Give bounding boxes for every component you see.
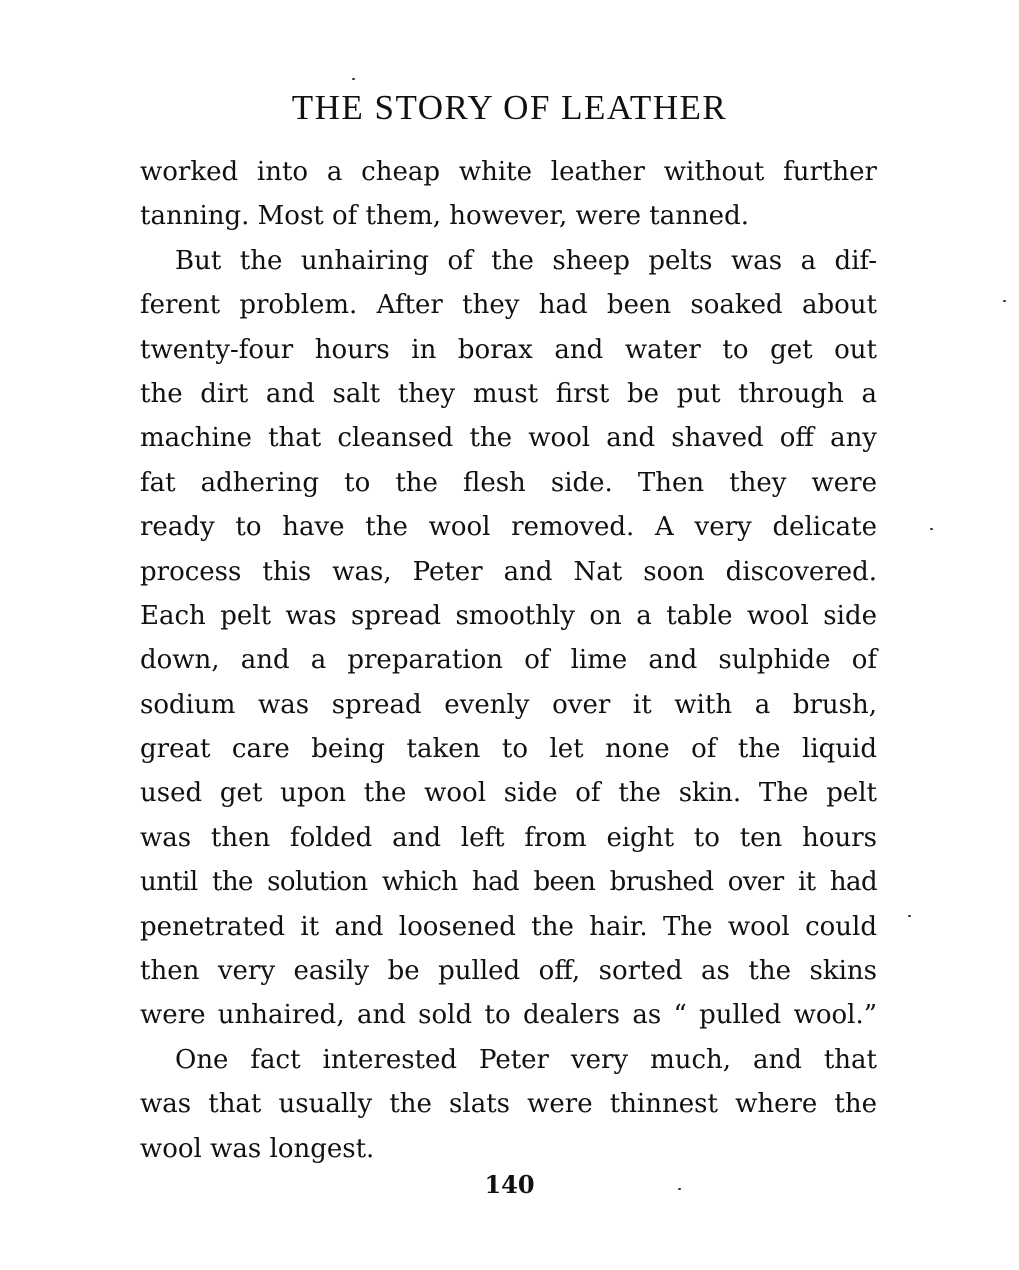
text-line: was that usually the slats were thinnest where the <box>140 1089 877 1120</box>
text-line: sodium was spread evenly over it with a brush, <box>140 689 877 720</box>
text-line: One fact interested Peter very much, and that <box>175 1044 877 1075</box>
scan-speck <box>678 1188 681 1190</box>
text-line: penetrated it and loosened the hair. The wool could <box>140 911 877 942</box>
text-line: process this was, Peter and Nat soon discovered. <box>140 556 877 587</box>
text-line: the dirt and salt they must first be put through a <box>140 378 877 409</box>
body-text <box>140 150 877 1171</box>
text-line: was then folded and left from eight to ten hours <box>140 822 877 853</box>
text-line: then very easily be pulled off, sorted as the skins <box>140 956 877 987</box>
text-line: machine that cleansed the wool and shaved off any <box>140 423 877 454</box>
page-number: 140 <box>484 1170 535 1199</box>
text-line: Each pelt was spread smoothly on a table wool side <box>140 600 877 631</box>
text-line: ready to have the wool removed. A very delicate <box>140 512 877 543</box>
text-line: used get upon the wool side of the skin. The pelt <box>140 778 877 809</box>
scan-speck <box>930 528 933 530</box>
text-line: ferent problem. After they had been soaked about <box>140 290 877 321</box>
text-line: were unhaired, and sold to dealers as “ pulled wool.” <box>140 1000 877 1031</box>
text-line: twenty-four hours in borax and water to get out <box>140 334 877 365</box>
text-line: wool was longest. <box>140 1133 375 1164</box>
scan-speck <box>908 915 911 917</box>
text-line: great care being taken to let none of the liquid <box>140 734 877 765</box>
text-line: tanning. Most of them, however, were tanned. <box>140 201 749 232</box>
text-line: until the solution which had been brushed over it had <box>140 867 877 898</box>
text-line: worked into a cheap white leather without further <box>140 157 877 187</box>
scan-speck <box>1003 300 1006 302</box>
running-head: THE STORY OF LEATHER <box>291 88 728 127</box>
text-line: down, and a preparation of lime and sulphide of <box>140 645 877 676</box>
text-line: But the unhairing of the sheep pelts was a dif- <box>175 245 877 276</box>
scan-speck <box>352 78 355 80</box>
text-line: fat adhering to the flesh side. Then they were <box>140 467 877 498</box>
